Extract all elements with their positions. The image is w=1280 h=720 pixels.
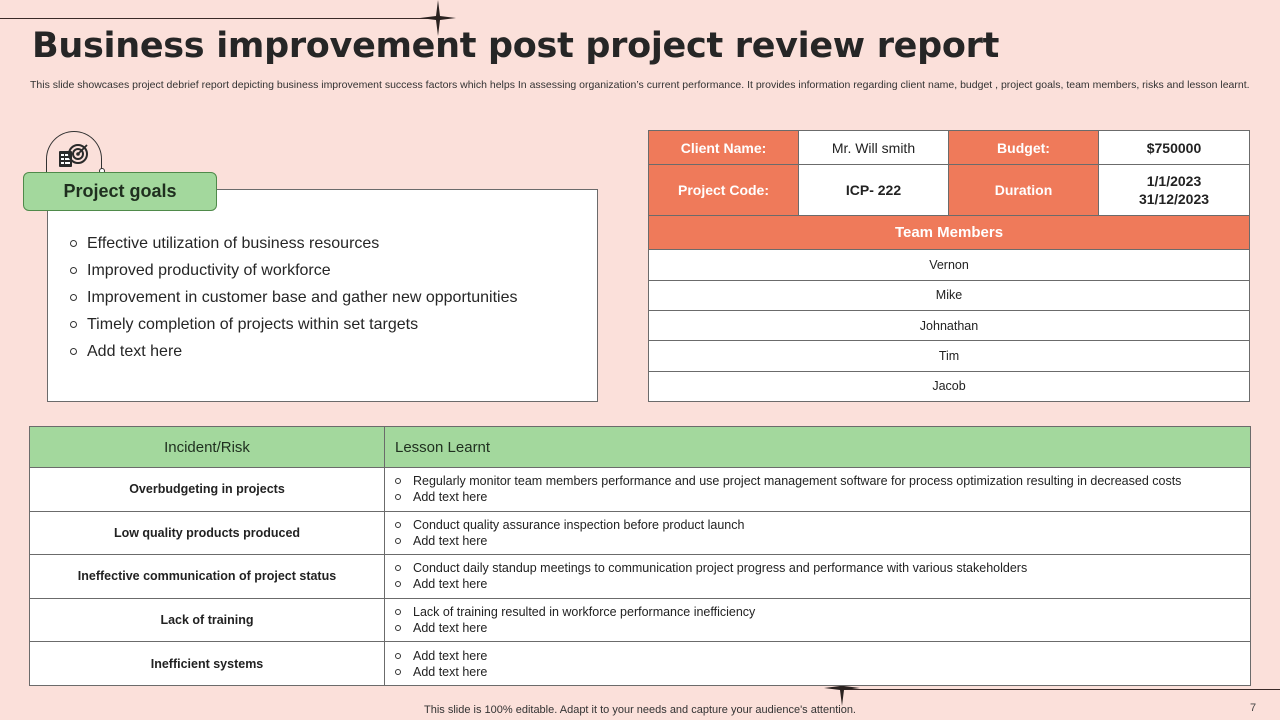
incident-cell: Lack of training [30, 598, 385, 642]
incident-cell: Ineffective communication of project status [30, 555, 385, 599]
lessons-cell [385, 642, 1251, 686]
target-checklist-icon [56, 141, 90, 173]
bullet-icon [395, 522, 401, 528]
team-member: Vernon [649, 250, 1250, 280]
top-decorative-line [0, 18, 438, 19]
team-member: Jacob [649, 371, 1250, 401]
goal-item: Add text here [70, 338, 590, 365]
bullet-icon [395, 478, 401, 484]
client-name-value: Mr. Will smith [799, 131, 949, 165]
team-members-heading: Team Members [649, 215, 1250, 249]
page-subtitle: This slide showcases project debrief report depicting business improvement success factors which helps In assessing organization’s current performance. It provides information regarding client name, budget , project goals, team members, risks and lesson learnt. [30, 79, 1250, 91]
risk-lesson-table [29, 426, 1251, 686]
bottom-decorative-line [842, 689, 1280, 690]
team-member: Johnathan [649, 310, 1250, 340]
bullet-icon [395, 625, 401, 631]
goal-item: Timely completion of projects within set targets [70, 311, 590, 338]
project-goals-list [70, 230, 590, 365]
bullet-icon [395, 653, 401, 659]
bullet-icon [70, 267, 77, 274]
bullet-icon [395, 609, 401, 615]
bullet-icon [395, 669, 401, 675]
page-number: 7 [1250, 702, 1257, 714]
bullet-icon [395, 565, 401, 571]
incident-cell: Inefficient systems [30, 642, 385, 686]
team-member: Tim [649, 341, 1250, 371]
duration-label: Duration [949, 165, 1099, 216]
lesson-learnt-header: Lesson Learnt [385, 427, 1251, 468]
lesson-item: Regularly monitor team members performance and use project management software for process optimization resulting in decreased costs [395, 473, 1230, 489]
duration-value [1099, 165, 1250, 216]
project-code-label: Project Code: [649, 165, 799, 216]
bullet-icon [70, 240, 77, 247]
lesson-item: Conduct daily standup meetings to communication project progress and performance with various stakeholders [395, 560, 1230, 576]
lesson-item: Add text here [395, 533, 1230, 549]
lesson-item: Add text here [395, 620, 1230, 636]
goal-item: Improvement in customer base and gather new opportunities [70, 284, 590, 311]
table-row [30, 555, 1251, 599]
table-row [30, 468, 1251, 512]
incident-cell: Overbudgeting in projects [30, 468, 385, 512]
bullet-icon [395, 581, 401, 587]
incident-risk-header: Incident/Risk [30, 427, 385, 468]
lesson-item: Add text here [395, 648, 1230, 664]
table-row [30, 598, 1251, 642]
footer-note: This slide is 100% editable. Adapt it to your needs and capture your audience's attention. [424, 704, 856, 716]
lessons-cell [385, 555, 1251, 599]
lessons-cell [385, 511, 1251, 555]
project-code-value: ICP- 222 [799, 165, 949, 216]
team-member: Mike [649, 280, 1250, 310]
project-goals-heading: Project goals [23, 172, 217, 211]
bullet-icon [395, 538, 401, 544]
bullet-icon [70, 321, 77, 328]
bullet-icon [70, 348, 77, 355]
page-title: Business improvement post project review report [32, 26, 1000, 66]
duration-start: 1/1/2023 [1146, 173, 1202, 190]
table-row [30, 642, 1251, 686]
lesson-item: Conduct quality assurance inspection before product launch [395, 517, 1230, 533]
budget-label: Budget: [949, 131, 1099, 165]
budget-value: $750000 [1099, 131, 1250, 165]
goal-item: Effective utilization of business resources [70, 230, 590, 257]
client-name-label: Client Name: [649, 131, 799, 165]
lesson-item: Add text here [395, 489, 1230, 505]
bullet-icon [70, 294, 77, 301]
table-row [30, 511, 1251, 555]
bullet-icon [395, 494, 401, 500]
lesson-item: Add text here [395, 664, 1230, 680]
goal-item: Improved productivity of workforce [70, 257, 590, 284]
duration-end: 31/12/2023 [1138, 191, 1210, 208]
incident-cell: Low quality products produced [30, 511, 385, 555]
lessons-cell [385, 598, 1251, 642]
client-info-table [648, 130, 1250, 402]
lesson-item: Add text here [395, 576, 1230, 592]
lessons-cell [385, 468, 1251, 512]
lesson-item: Lack of training resulted in workforce performance inefficiency [395, 604, 1230, 620]
